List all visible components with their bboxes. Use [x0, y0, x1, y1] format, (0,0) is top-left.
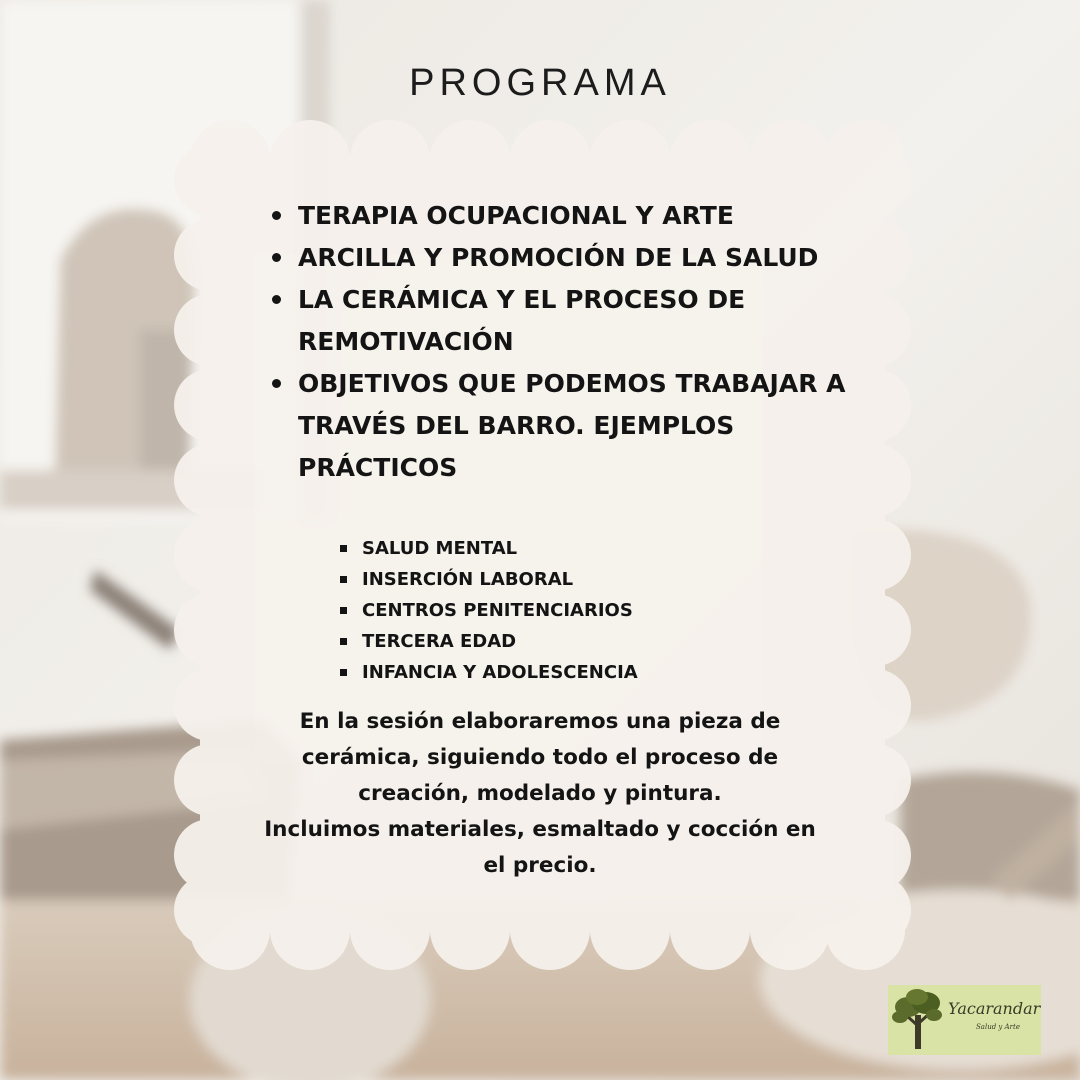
tree-icon: [888, 985, 948, 1055]
program-item: ARCILLA Y PROMOCIÓN DE LA SALUD: [270, 237, 870, 279]
page-title: PROGRAMA: [409, 62, 671, 104]
example-item: INSERCIÓN LABORAL: [338, 564, 818, 595]
session-line: el precio.: [483, 853, 597, 878]
example-item: CENTROS PENITENCIARIOS: [338, 595, 818, 626]
brand-tagline: Salud y Arte: [976, 1023, 1020, 1031]
session-line: cerámica, siguiendo todo el proceso de: [301, 745, 779, 770]
program-item: TERAPIA OCUPACIONAL Y ARTE: [270, 195, 870, 237]
example-item: TERCERA EDAD: [338, 626, 818, 657]
session-line: Incluimos materiales, esmaltado y cocción en: [264, 817, 816, 842]
program-item: LA CERÁMICA Y EL PROCESO DE REMOTIVACIÓN: [270, 279, 870, 363]
program-item: OBJETIVOS QUE PODEMOS TRABAJAR A TRAVÉS DEL BARRO. EJEMPLOS PRÁCTICOS: [270, 363, 870, 489]
examples-list: [338, 533, 818, 688]
program-list: [270, 195, 870, 489]
example-item: SALUD MENTAL: [338, 533, 818, 564]
session-line: creación, modelado y pintura.: [358, 781, 722, 806]
example-item: INFANCIA Y ADOLESCENCIA: [338, 657, 818, 688]
session-line: En la sesión elaboraremos una pieza de: [299, 709, 781, 734]
brand-logo: [888, 985, 1041, 1055]
session-description: [215, 704, 865, 884]
brand-name: Yacarandar: [948, 999, 1041, 1018]
